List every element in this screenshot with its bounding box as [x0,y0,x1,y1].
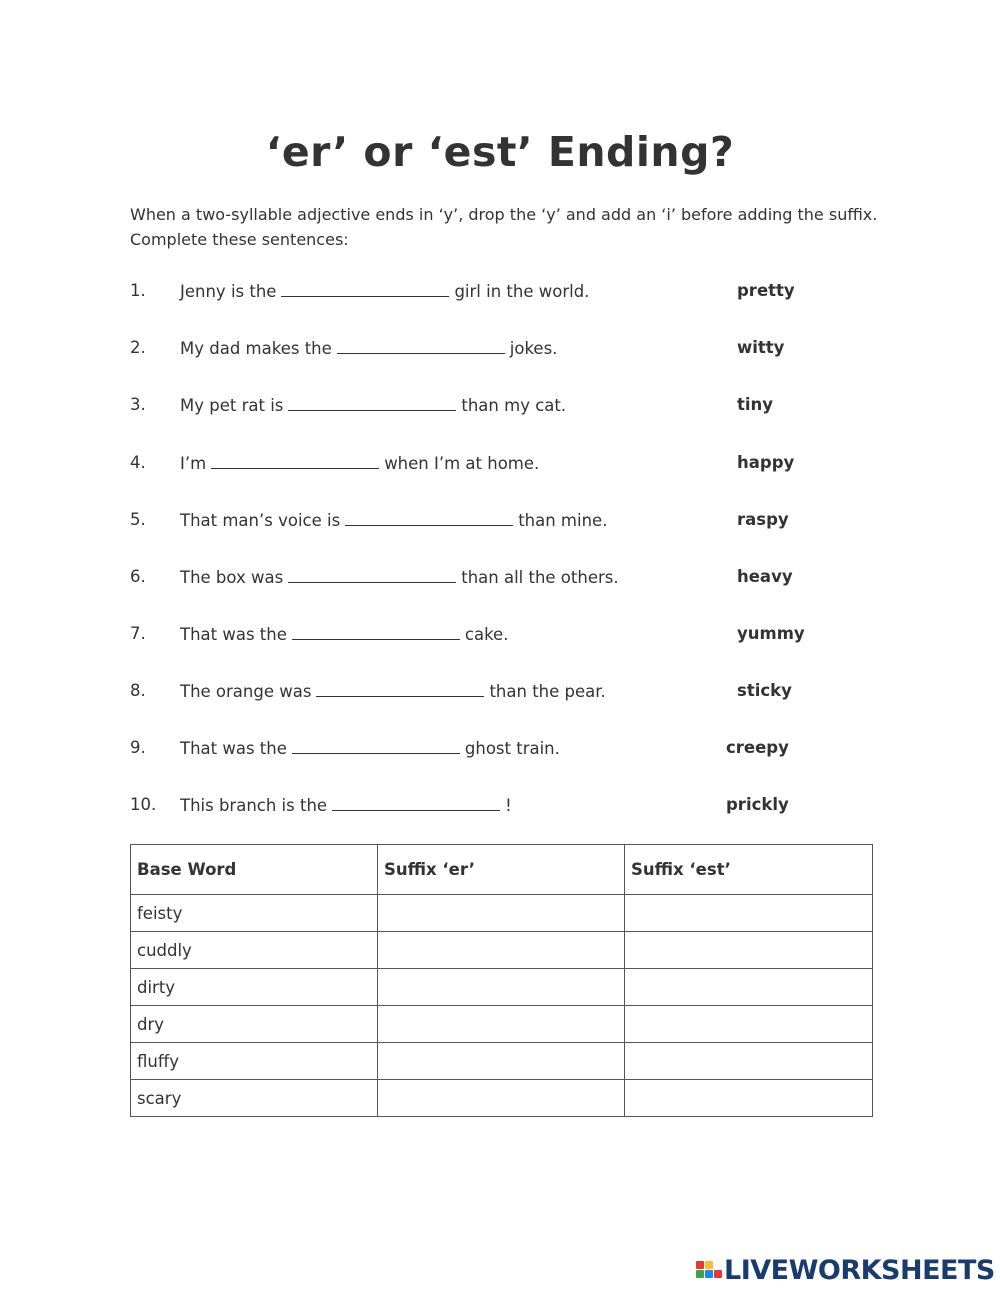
question-9 [0,738,1000,762]
root-word: happy [737,453,795,472]
question-1 [0,281,1000,305]
suffix-table [130,844,873,1117]
answer-blank[interactable] [345,510,513,526]
sentence-end: when I’m at home. [384,454,540,473]
sentence-start: The box was [180,568,284,587]
root-word: heavy [737,567,793,586]
answer-blank[interactable] [288,395,456,411]
base-word-cell: cuddly [131,932,378,969]
root-word: pretty [737,281,795,300]
answer-blank[interactable] [292,624,460,640]
question-number: 9. [130,738,146,757]
question-3 [0,395,1000,419]
question-2 [0,338,1000,362]
base-word-cell: scary [131,1080,378,1117]
logo-blocks-icon [696,1257,722,1283]
question-number: 1. [130,281,146,300]
sentence-end: than mine. [518,511,608,530]
sentence-start: Jenny is the [180,282,277,301]
answer-blank[interactable] [211,453,379,469]
logo-text: LIVEWORKSHEETS [724,1254,995,1286]
question-number: 5. [130,510,146,529]
suffix-er-cell[interactable] [378,1006,625,1043]
sentence-start: That was the [180,625,287,644]
answer-blank[interactable] [316,681,484,697]
liveworksheets-logo [696,1255,995,1285]
root-word: tiny [737,395,774,414]
question-number: 7. [130,624,146,643]
sentence-end: than my cat. [461,396,567,415]
instructions-line-1: When a two-syllable adjective ends in ‘y’, drop the ‘y’ and add an ‘i’ before adding the suffix. [130,205,878,224]
suffix-est-cell[interactable] [625,895,873,932]
question-10 [0,795,1000,819]
table-row [131,932,873,969]
suffix-est-cell[interactable] [625,1043,873,1080]
answer-blank[interactable] [337,338,505,354]
root-word: raspy [737,510,789,529]
root-word: prickly [726,795,789,814]
base-word-cell: feisty [131,895,378,932]
answer-blank[interactable] [292,738,460,754]
suffix-est-cell[interactable] [625,969,873,1006]
base-word-cell: fluffy [131,1043,378,1080]
sentence-start: That man’s voice is [180,511,341,530]
question-4 [0,453,1000,477]
question-7 [0,624,1000,648]
suffix-er-cell[interactable] [378,969,625,1006]
suffix-est-cell[interactable] [625,932,873,969]
sentence-end: girl in the world. [454,282,590,301]
sentence-end: ! [505,796,512,815]
table-row [131,895,873,932]
table-row [131,1006,873,1043]
base-word-cell: dirty [131,969,378,1006]
suffix-er-cell[interactable] [378,1043,625,1080]
sentence-start: That was the [180,739,287,758]
root-word: witty [737,338,785,357]
sentence-end: than the pear. [489,682,606,701]
header-suffix-est: Suffix ‘est’ [625,845,873,895]
instructions [130,202,930,252]
root-word: creepy [726,738,789,757]
sentence-start: My pet rat is [180,396,284,415]
sentence-start: I’m [180,454,207,473]
suffix-er-cell[interactable] [378,1080,625,1117]
sentence-end: cake. [464,625,509,644]
answer-blank[interactable] [332,795,500,811]
question-number: 4. [130,453,146,472]
root-word: sticky [737,681,792,700]
question-5 [0,510,1000,534]
table-row [131,1043,873,1080]
question-8 [0,681,1000,705]
suffix-er-cell[interactable] [378,895,625,932]
table-row [131,969,873,1006]
question-number: 2. [130,338,146,357]
answer-blank[interactable] [281,281,449,297]
question-number: 3. [130,395,146,414]
table-header-row [131,845,873,895]
suffix-er-cell[interactable] [378,932,625,969]
sentence-start: The orange was [180,682,312,701]
sentence-start: This branch is the [180,796,328,815]
question-number: 8. [130,681,146,700]
answer-blank[interactable] [288,567,456,583]
instructions-line-2: Complete these sentences: [130,230,349,249]
sentence-end: than all the others. [461,568,619,587]
base-word-cell: dry [131,1006,378,1043]
question-number: 6. [130,567,146,586]
header-base-word: Base Word [131,845,378,895]
sentence-end: ghost train. [464,739,560,758]
sentence-end: jokes. [509,339,558,358]
root-word: yummy [737,624,805,643]
header-suffix-er: Suffix ‘er’ [378,845,625,895]
question-6 [0,567,1000,591]
suffix-est-cell[interactable] [625,1006,873,1043]
sentence-start: My dad makes the [180,339,332,358]
suffix-est-cell[interactable] [625,1080,873,1117]
question-number: 10. [130,795,157,814]
table-row [131,1080,873,1117]
worksheet-title: ‘er’ or ‘est’ Ending? [265,128,735,176]
